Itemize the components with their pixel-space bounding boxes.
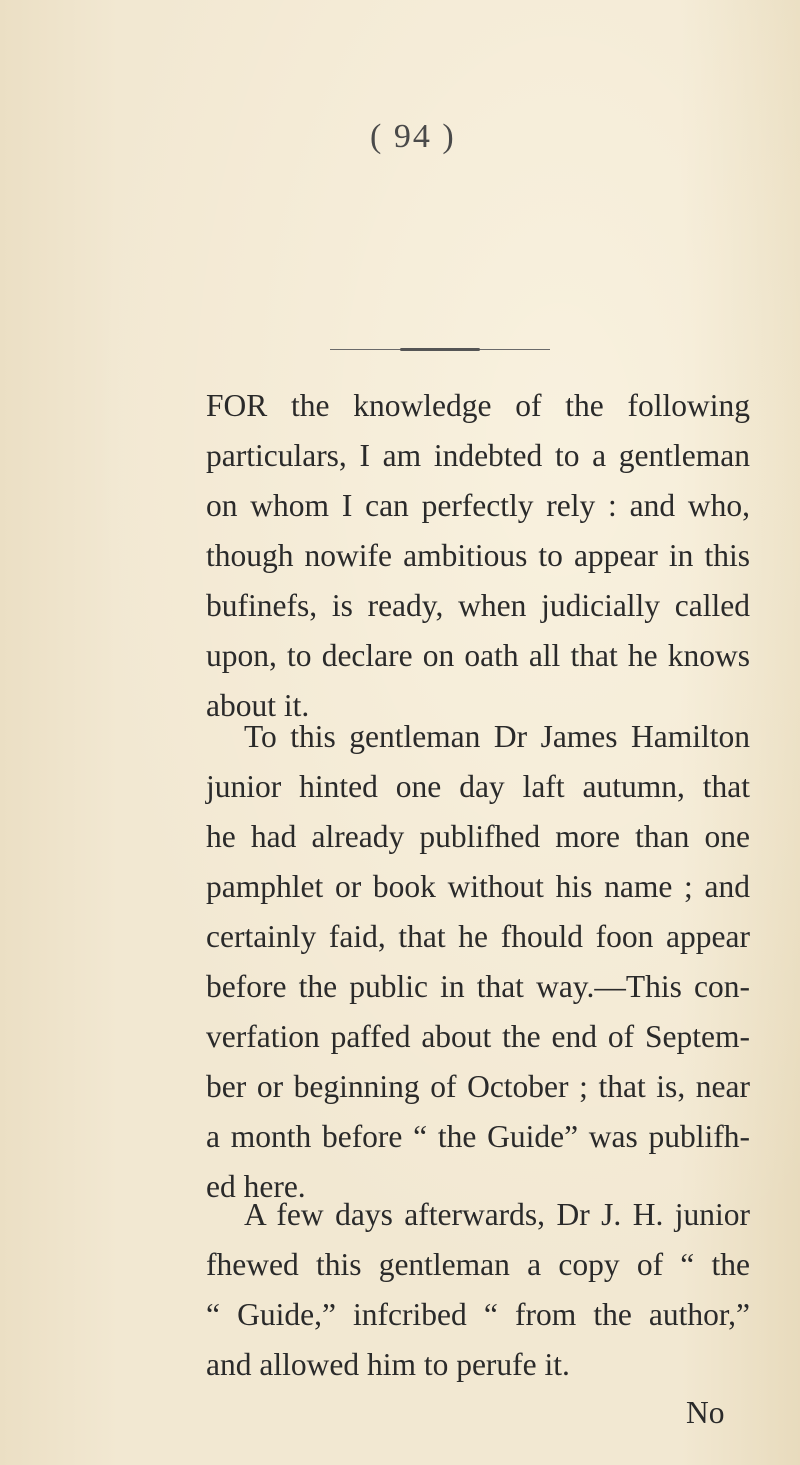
- text-line: fhewed this gentleman a copy of “ the: [206, 1247, 750, 1282]
- text-line: and allowed him to perufe it.: [206, 1347, 570, 1382]
- text-line: about it.: [206, 688, 310, 723]
- page-number: ( 94 ): [370, 118, 456, 155]
- text-line: particulars, I am indebted to a gentleman: [206, 438, 750, 473]
- text-line: on whom I can perfectly rely : and who,: [206, 488, 750, 523]
- text-line: ber or beginning of October ; that is, near: [206, 1069, 750, 1104]
- paragraph-2: [206, 712, 750, 1212]
- text-line: To this gentleman Dr James Hamilton: [244, 719, 750, 754]
- paragraph-1: [206, 381, 750, 731]
- text-line: bufinefs, is ready, when judicially called: [206, 588, 750, 623]
- text-line: FOR the knowledge of the following: [206, 388, 750, 423]
- text-line: though nowife ambitious to appear in this: [206, 538, 750, 573]
- text-line: certainly faid, that he fhould foon appear: [206, 919, 750, 954]
- text-line: verfation paffed about the end of Septem-: [206, 1019, 750, 1054]
- text-line: A few days afterwards, Dr J. H. junior: [244, 1197, 750, 1232]
- text-line: ed here.: [206, 1169, 306, 1204]
- text-line: junior hinted one day laft autumn, that: [206, 769, 750, 804]
- text-line: a month before “ the Guide” was publifh-: [206, 1119, 750, 1154]
- text-line: pamphlet or book without his name ; and: [206, 869, 750, 904]
- text-line: “ Guide,” infcribed “ from the author,”: [206, 1297, 750, 1332]
- paragraph-3: [206, 1190, 750, 1390]
- text-line: he had already publifhed more than one: [206, 819, 750, 854]
- catchword: No: [686, 1395, 725, 1430]
- text-line: upon, to declare on oath all that he knows: [206, 638, 750, 673]
- section-rule: [330, 348, 550, 351]
- text-line: before the public in that way.—This con-: [206, 969, 750, 1004]
